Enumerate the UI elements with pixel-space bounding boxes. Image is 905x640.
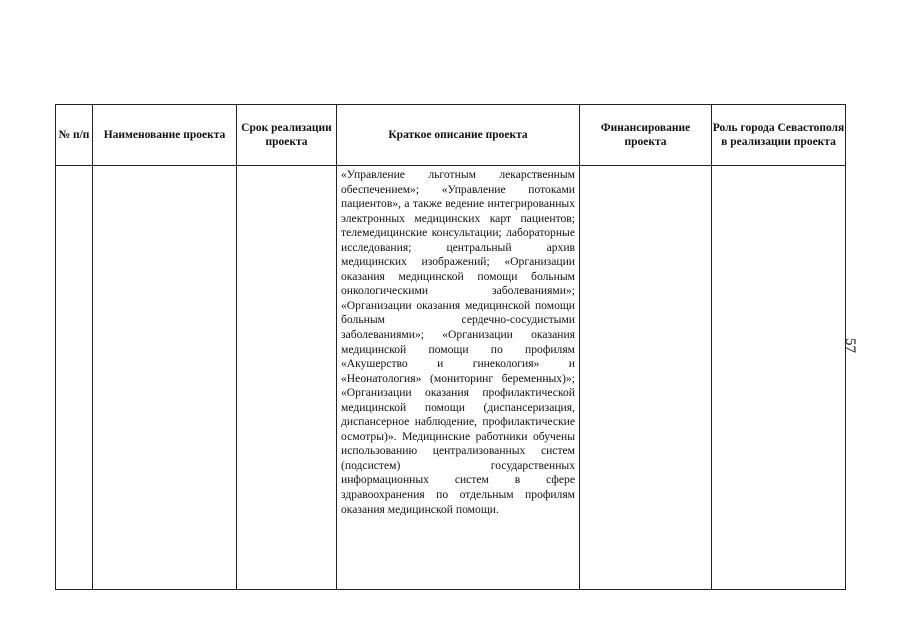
header-project-name: Наименование проекта	[93, 105, 237, 166]
cell-city-role	[712, 166, 846, 590]
cell-project-name	[93, 166, 237, 590]
table-header-row	[56, 105, 846, 166]
page-number: 57	[842, 338, 858, 353]
header-financing: Финансирование проекта	[580, 105, 712, 166]
cell-description: «Управление льготным лекарственным обеспечением»; «Управление потоками пациентов», а также ведение интегрированных электронных медицинских карт пациентов; телемедицинские консультации; лабораторные исследования; центральный архив медицинских изображений; «Организации оказания медицинской помощи больным онкологическими заболеваниями»; «Организации оказания медицинской помощи больным сердечно-сосудистыми заболеваниями»; «Организации оказания медицинской помощи по профилям «Акушерство и гинекология» и «Неонатология» (мониторинг беременных)»; «Организации оказания профилактической медицинской помощи (диспансеризация, диспансерное наблюдение, профилактические осмотры)». Медицинские работники обучены использованию централизованных систем (подсистем) государственных информационных систем в сфере здравоохранения по отдельным профилям оказания медицинской помощи.	[337, 166, 580, 590]
projects-table	[55, 104, 846, 590]
header-description: Краткое описание проекта	[337, 105, 580, 166]
header-term: Срок реализации проекта	[237, 105, 337, 166]
cell-number	[56, 166, 93, 590]
cell-financing	[580, 166, 712, 590]
table-row	[56, 166, 846, 590]
header-city-role: Роль города Севастополя в реализации проекта	[712, 105, 846, 166]
header-number: № п/п	[56, 105, 93, 166]
cell-term	[237, 166, 337, 590]
